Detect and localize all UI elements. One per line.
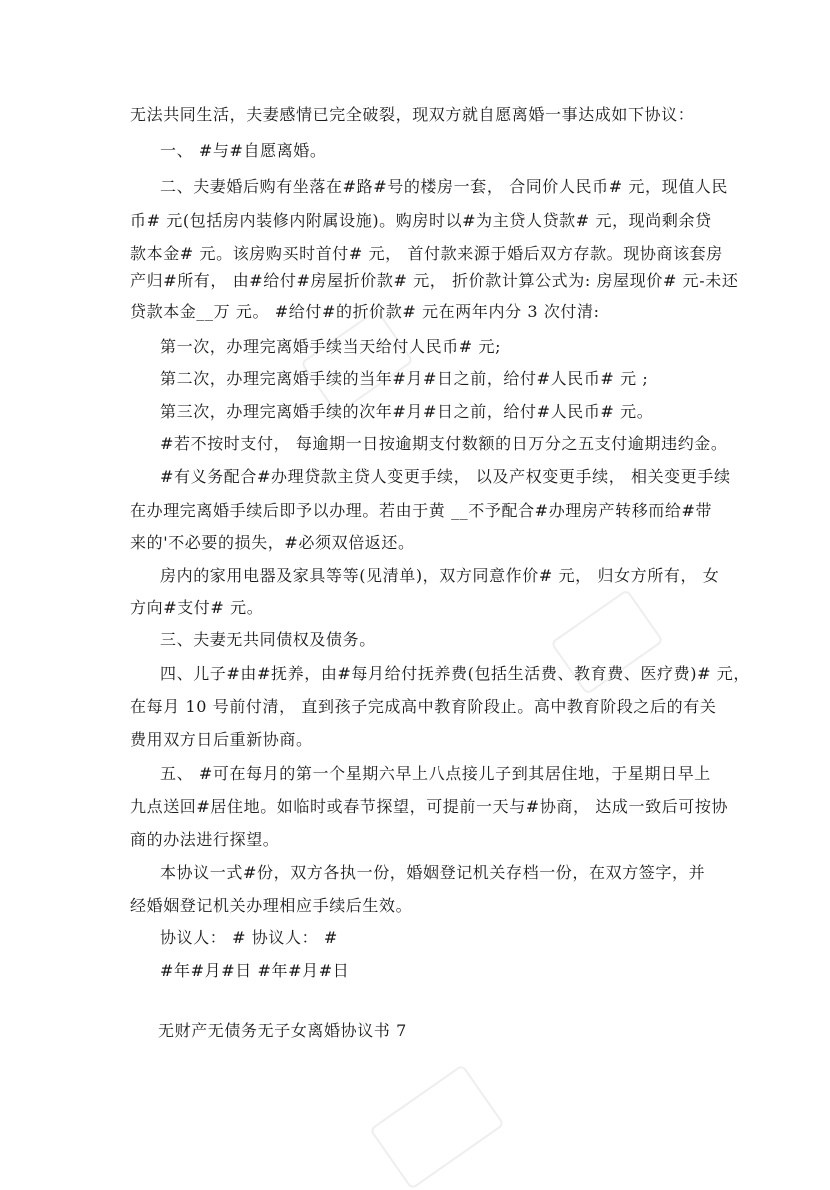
- signature-dates: #年#月#日 #年#月#日: [160, 961, 350, 980]
- clause-4-line-1: 四、儿子#由#抚养，由#每月给付抚养费(包括生活费、教育费、医疗费)# 元，: [160, 664, 750, 683]
- loan-transfer-line-1: #有义务配合#办理贷款主贷人变更手续， 以及产权变更手续， 相关变更手续: [160, 467, 731, 486]
- next-agreement-title: 无财产无债务无子女离婚协议书 7: [158, 1021, 407, 1040]
- clause-5-line-3: 商的办法进行探望。: [130, 830, 280, 849]
- payment-3: 第三次，办理完离婚手续的次年#月#日之前，给付#人民币# 元。: [160, 402, 654, 421]
- clause-3: 三、夫妻无共同债权及债务。: [160, 630, 376, 649]
- effectiveness-line-2: 经婚姻登记机关办理相应手续后生效。: [130, 896, 413, 915]
- payment-2: 第二次，办理完离婚手续的当年#月#日之前，给付#人民币# 元 ;: [160, 369, 649, 388]
- furniture-line-1: 房内的家用电器及家具等等(见清单)，双方同意作价# 元， 归女方所有， 女: [160, 566, 720, 585]
- signatories: 协议人： # 协议人： #: [160, 928, 338, 947]
- body-line-1: 无法共同生活，夫妻感情已完全破裂，现双方就自愿离婚一事达成如下协议：: [130, 105, 695, 124]
- clause-5-line-1: 五、 #可在每月的第一个星期六早上八点接儿子到其居住地，于星期日早上: [160, 764, 711, 783]
- late-penalty: #若不按时支付， 每逾期一日按逾期支付数额的日万分之五支付逾期违约金。: [160, 434, 728, 453]
- clause-4-line-3: 费用双方日后重新协商。: [130, 730, 313, 749]
- clause-2-line-4: 产归#所有， 由#给付#房屋折价款# 元， 折价款计算公式为: 房屋现价# 元-未还: [130, 271, 739, 290]
- clause-2-line-5: 贷款本金__万 元。 #给付#的折价款# 元在两年内分 3 次付清:: [130, 302, 600, 321]
- clause-2-line-1: 二、夫妻婚后购有坐落在#路#号的楼房一套， 合同价人民币# 元，现值人民: [160, 177, 728, 196]
- clause-2-line-2: 币# 元(包括房内装修内附属设施)。购房时以#为主贷人贷款# 元，现尚剩余贷: [130, 211, 712, 230]
- watermark-mark: [300, 309, 414, 415]
- effectiveness-line-1: 本协议一式#份，双方各执一份，婚姻登记机关存档一份，在双方签字，并: [160, 863, 706, 882]
- clause-1: 一、 #与#自愿离婚。: [160, 141, 327, 160]
- furniture-line-2: 方向#支付# 元。: [130, 598, 264, 617]
- clause-5-line-2: 九点送回#居住地。如临时或春节探望，可提前一天与#协商， 达成一致后可按协: [130, 797, 729, 816]
- clause-2-line-3: 款本金# 元。该房购买时首付# 元， 首付款来源于婚后双方存款。现协商该套房: [130, 244, 723, 263]
- watermark-mark: [369, 1064, 505, 1190]
- loan-transfer-line-3: 来的'不必要的损失，#必须双倍返还。: [130, 533, 415, 552]
- loan-transfer-line-2: 在办理完离婚手续后即予以办理。若由于黄 __不予配合#办理房产转移而给#带: [130, 501, 713, 520]
- payment-1: 第一次，办理完离婚手续当天给付人民币# 元;: [160, 337, 502, 356]
- clause-4-line-2: 在每月 10 号前付清， 直到孩子完成高中教育阶段止。高中教育阶段之后的有关: [130, 697, 717, 716]
